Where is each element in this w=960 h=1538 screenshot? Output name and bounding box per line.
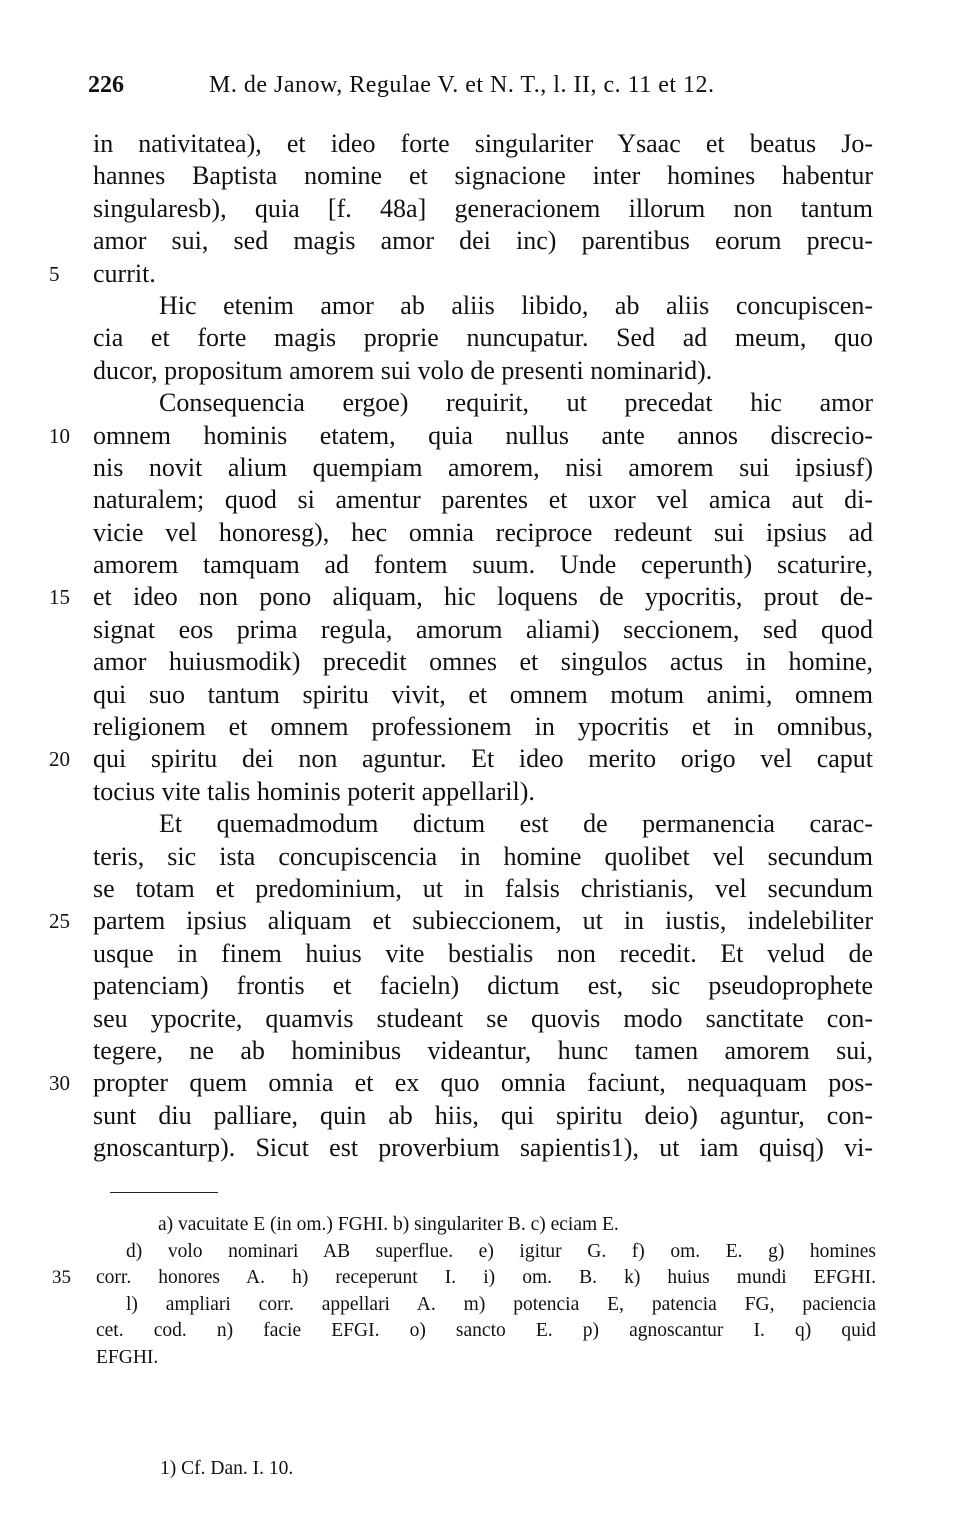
text-line (93, 549, 873, 581)
text-line (93, 1100, 873, 1132)
text-line (93, 322, 873, 354)
line-text: omnem hominis etatem, quia nullus ante annos discrecio- (93, 420, 873, 450)
text-line (93, 873, 873, 905)
line-text: in nativitatea), et ideo forte singulariter Ysaac et beatus Jo- (93, 129, 873, 158)
line-number: 20 (49, 747, 70, 772)
text-line (93, 387, 873, 419)
line-text: qui spiritu dei non aguntur. Et ideo merito origo vel caput (93, 744, 873, 774)
line-text: Consequencia ergoe) requirit, ut precedat hic amor (159, 388, 873, 418)
line-text: currit. (93, 258, 156, 288)
line-text: amorem tamquam ad fontem suum. Unde ceperunth) scaturire, (93, 550, 873, 580)
text-line (49, 258, 873, 290)
line-text: Et quemadmodum dictum est de permanencia carac- (159, 809, 873, 839)
text-line (93, 290, 873, 322)
text-line (93, 1035, 873, 1067)
text-line (49, 905, 873, 937)
line-number: 25 (49, 909, 70, 934)
line-text: se totam et predominium, ut in falsis christianis, vel secundum (93, 873, 873, 903)
line-text: vicie vel honoresg), hec omnia reciproce redeunt sui ipsius ad (93, 517, 873, 547)
footnote-line (96, 1239, 876, 1266)
text-line (93, 193, 873, 225)
line-number: 5 (49, 261, 60, 286)
line-text: nis novit alium quempiam amorem, nisi amorem sui ipsiusf) (93, 452, 873, 482)
text-line (93, 1132, 873, 1164)
page-number: 226 (88, 72, 124, 98)
text-line (49, 581, 873, 613)
line-text: hannes Baptista nomine et signacione inter homines habentur (93, 161, 873, 191)
line-text: Hic etenim amor ab aliis libido, ab aliis concupiscen- (159, 290, 873, 320)
footnote-separator (110, 1192, 218, 1193)
line-text: tegere, ne ab hominibus videantur, hunc tamen amorem sui, (93, 1035, 873, 1065)
critical-apparatus (52, 1212, 876, 1371)
line-text: seu ypocrite, quamvis studeant se quovis modo sanctitate con- (93, 1003, 873, 1033)
line-text: naturalem; quod si amentur parentes et uxor vel amica aut di- (93, 485, 873, 515)
line-text: teris, sic ista concupiscencia in homine quolibet vel secundum (93, 841, 873, 871)
line-text: cia et forte magis proprie nuncupatur. Sed ad meum, quo (93, 323, 873, 353)
line-text: partem ipsius aliquam et subieccionem, ut in iustis, indelebiliter (93, 906, 873, 936)
text-line (93, 776, 873, 808)
line-text: patenciam) frontis et facieln) dictum est, sic pseudoprophete (93, 971, 873, 1001)
footnote-text: a) vacuitate E (in om.) FGHI. b) singulariter B. c) eciam E. (158, 1214, 619, 1235)
line-text: tocius vite talis hominis poterit appellaril). (93, 776, 535, 806)
footnote-line (96, 1292, 876, 1319)
text-line (93, 970, 873, 1002)
text-line (93, 225, 873, 257)
text-line (93, 938, 873, 970)
footnote-text: d) volo nominari AB superflue. e) igitur G. f) om. E. g) homines (126, 1240, 876, 1262)
running-header (88, 72, 878, 99)
reference-note: 1) Cf. Dan. I. 10. (160, 1458, 294, 1479)
line-text: usque in finem huius vite bestialis non recedit. Et velud de (93, 938, 873, 968)
line-text: signat eos prima regula, amorum aliami) seccionem, sed quod (93, 614, 873, 644)
text-line (49, 743, 873, 775)
line-number: 35 (52, 1267, 71, 1288)
line-text: singularesb), quia [f. 48a] generacionem illorum non tantum (93, 193, 873, 223)
text-line (93, 517, 873, 549)
text-line (93, 355, 873, 387)
text-line (93, 484, 873, 516)
text-line (93, 128, 873, 160)
line-text: et ideo non pono aliquam, hic loquens de ypocritis, prout de- (93, 582, 873, 612)
text-line (93, 679, 873, 711)
line-text: amor huiusmodik) precedit omnes et singulos actus in homine, (93, 647, 873, 677)
line-text: ducor, propositum amorem sui volo de presenti nominarid). (93, 355, 713, 385)
text-line (49, 420, 873, 452)
line-text: qui suo tantum spiritu vivit, et omnem motum animi, omnem (93, 679, 873, 709)
text-line (49, 1067, 873, 1099)
running-title: M. de Janow, Regulae V. et N. T., l. II, c. 11 et 12. (209, 72, 715, 98)
line-text: amor sui, sed magis amor dei inc) parentibus eorum precu- (93, 226, 873, 256)
footnote-line (96, 1318, 876, 1345)
text-line (93, 646, 873, 678)
main-text (49, 128, 873, 1165)
text-line (93, 614, 873, 646)
line-number: 30 (49, 1071, 70, 1096)
text-line (93, 841, 873, 873)
line-number: 15 (49, 585, 70, 610)
footnote-text: corr. honores A. h) receperunt I. i) om. B. k) huius mundi EFGHI. (96, 1267, 876, 1288)
text-line (93, 1003, 873, 1035)
line-text: sunt diu palliare, quin ab hiis, qui spiritu deio) aguntur, con- (93, 1100, 873, 1130)
footnote-line (96, 1345, 876, 1372)
line-text: religionem et omnem professionem in ypocritis et in omnibus, (93, 712, 873, 742)
text-line (93, 711, 873, 743)
text-line (93, 808, 873, 840)
footnote-text: cet. cod. n) facie EFGI. o) sancto E. p) agnoscantur I. q) quid (96, 1320, 876, 1341)
footnote-text: l) ampliari corr. appellari A. m) potencia E, patencia FG, paciencia (126, 1293, 876, 1315)
line-text: propter quem omnia et ex quo omnia faciunt, nequaquam pos- (93, 1068, 873, 1098)
footnote-line (52, 1265, 876, 1292)
text-line (93, 160, 873, 192)
footnote-line (96, 1212, 876, 1239)
text-line (93, 452, 873, 484)
line-text: gnoscanturp). Sicut est proverbium sapientis1), ut iam quisq) vi- (93, 1133, 873, 1163)
line-number: 10 (49, 423, 70, 448)
footnote-text: EFGHI. (96, 1346, 159, 1368)
